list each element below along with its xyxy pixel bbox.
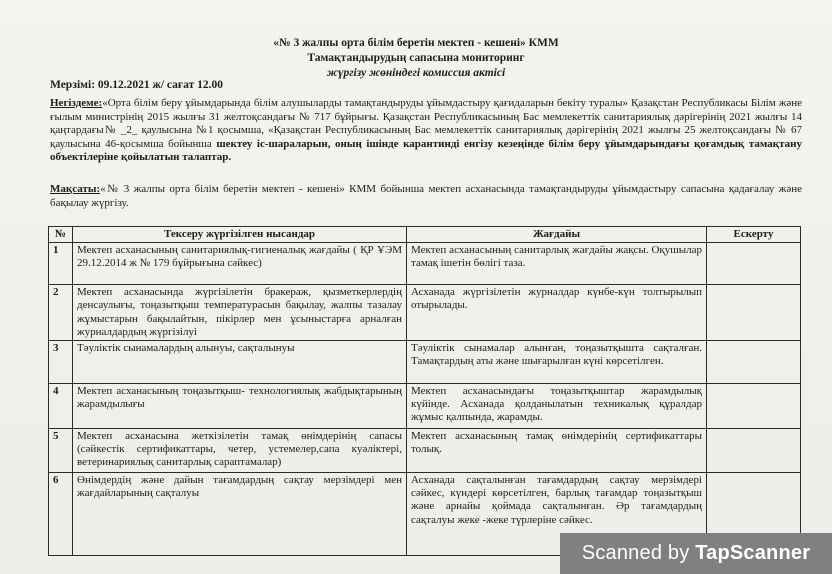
row-note	[707, 243, 801, 285]
row-note	[707, 341, 801, 384]
row-num: 2	[49, 285, 73, 341]
goal-label: Мақсаты:	[50, 183, 101, 195]
basis-label: Негіздеме:	[50, 97, 103, 109]
scanner-watermark	[560, 533, 832, 574]
header-status: Жағдайы	[407, 227, 707, 243]
row-status: Тәуліктік сынамалар алынған, тоңазытқышта сақталған. Тамақтардың аты және шығарылған күні көрсетілген.	[407, 341, 707, 384]
title-line-1: «№ 3 жалпы орта білім беретін мектеп - кешені» КММ	[273, 37, 559, 49]
row-num: 5	[49, 429, 73, 473]
row-object: Мектеп асханасының тоңазытқыш- технологиялық жабдықтарының жарамдылығы	[73, 384, 407, 429]
row-object: Өнімдердің және дайын тағамдардың сақтау мерзімдері мен жағдайларының сақталуы	[73, 473, 407, 556]
row-status: Асханада жүргізілетін журналдар күнбе-күн толтырылып отырылады.	[407, 285, 707, 341]
title-line-3: жүргізу жөніндегі комиссия актісі	[326, 67, 506, 79]
row-object: Тәуліктік сынамалардың алынуы, сақталынуы	[73, 341, 407, 384]
row-note	[707, 384, 801, 429]
watermark-prefix: Scanned by	[581, 542, 696, 564]
row-num: 1	[49, 243, 73, 285]
table-row	[49, 243, 801, 285]
row-status: Мектеп асханасының санитарлық жағдайы жақсы. Оқушылар тамақ ішетін бөлігі таза.	[407, 243, 707, 285]
row-num: 6	[49, 473, 73, 556]
inspection-table	[48, 226, 801, 556]
goal-text: «№ 3 жалпы орта білім беретін мектеп - кешені» КММ бойынша мектеп асханасында тамақтандыруды ұйымдастыру сапасына қадағалау және бақылау жүргізу.	[50, 183, 802, 209]
table-row	[49, 429, 801, 473]
basis-text: «Орта білім беру ұйымдарында білім алушыларды тамақтандыруды ұйымдастыру қағидаларын бекіту туралы» Қазақстан Республикасы Білім және ғылым министрінің 2015 жылғы 31 желтоқсандағы № 717 бұйрығы. Қазақстан Республикасының Бас мемлекеттік санитариялық дәрігерінің 2021 жылғы 14 қаңтардағы№ _2_ қаулысына №1 қосымша, «Қазақстан Республикасының Бас мемлекеттік санитариялық дәрігерінің 2021 жылғы 25 желтоқсандағы № 67 қаулысына 46-қосымша бойынша	[50, 97, 802, 150]
table-row	[49, 341, 801, 384]
row-object: Мектеп асханасында жүргізілетін бракераж, қызметкерлердің денсаулығы, тоңазытқыш температурасын бақылау, жалпы тазалау жұмыстарын бақылайтын, пікірлер мен ұсыныстарға арналған журналдардың жүргізілуі	[73, 285, 407, 341]
table-row	[49, 384, 801, 429]
basis-bold-text: шектеу іс-шараларын, оның ішінде карантинді енгізу кезеңінде білім беру ұйымдарындағы қоғамдық тамақтану объектілеріне қойылатын талаптар.	[50, 137, 802, 164]
act-date: Мерзімі: 09.12.2021 ж/ сағат 12.00	[50, 79, 223, 91]
header-object: Тексеру жүргізілген нысандар	[73, 227, 407, 243]
row-status: Мектеп асханасының тамақ өнімдерінің сертификаттары толық.	[407, 429, 707, 473]
title-line-2: Тамақтандырудың сапасына мониторинг	[307, 52, 525, 64]
row-note	[707, 285, 801, 341]
goal-paragraph	[50, 183, 802, 210]
row-note	[707, 429, 801, 473]
row-object: Мектеп асханасының санитариялық-гигиеналық жағдайы ( ҚР ҰЭМ 29.12.2014 ж № 179 бұйрығына сәйкес)	[73, 243, 407, 285]
row-status: Асханада сақталынған тағамдардың сақтау мерзімдері сәйкес, күндері көрсетілген, барлық тағамдар тоңазытқыш және арнайы қоймада сақталынған. Әр тағамдардың сақталуы жеке -жеке түрлеріне сәйкес.	[407, 473, 707, 556]
row-num: 3	[49, 341, 73, 384]
table-header-row	[49, 227, 801, 243]
header-note: Ескерту	[707, 227, 801, 243]
table-row	[49, 285, 801, 341]
row-status: Мектеп асханасындағы тоңазытқыштар жарамдылық күйінде. Асханада қолданылатын техникалық құралдар жұмыс қалпында, жарамды.	[407, 384, 707, 429]
row-object: Мектеп асханасына жеткізілетін тамақ өнімдерінің сапасы (сәйкестік сертификаттары, четер, устемелер,сапа куәліктері, ветеринариялық санитарлық сараптамалар)	[73, 429, 407, 473]
basis-paragraph	[50, 97, 802, 165]
header-num: №	[49, 227, 73, 243]
watermark-brand: TapScanner	[695, 542, 811, 564]
row-num: 4	[49, 384, 73, 429]
